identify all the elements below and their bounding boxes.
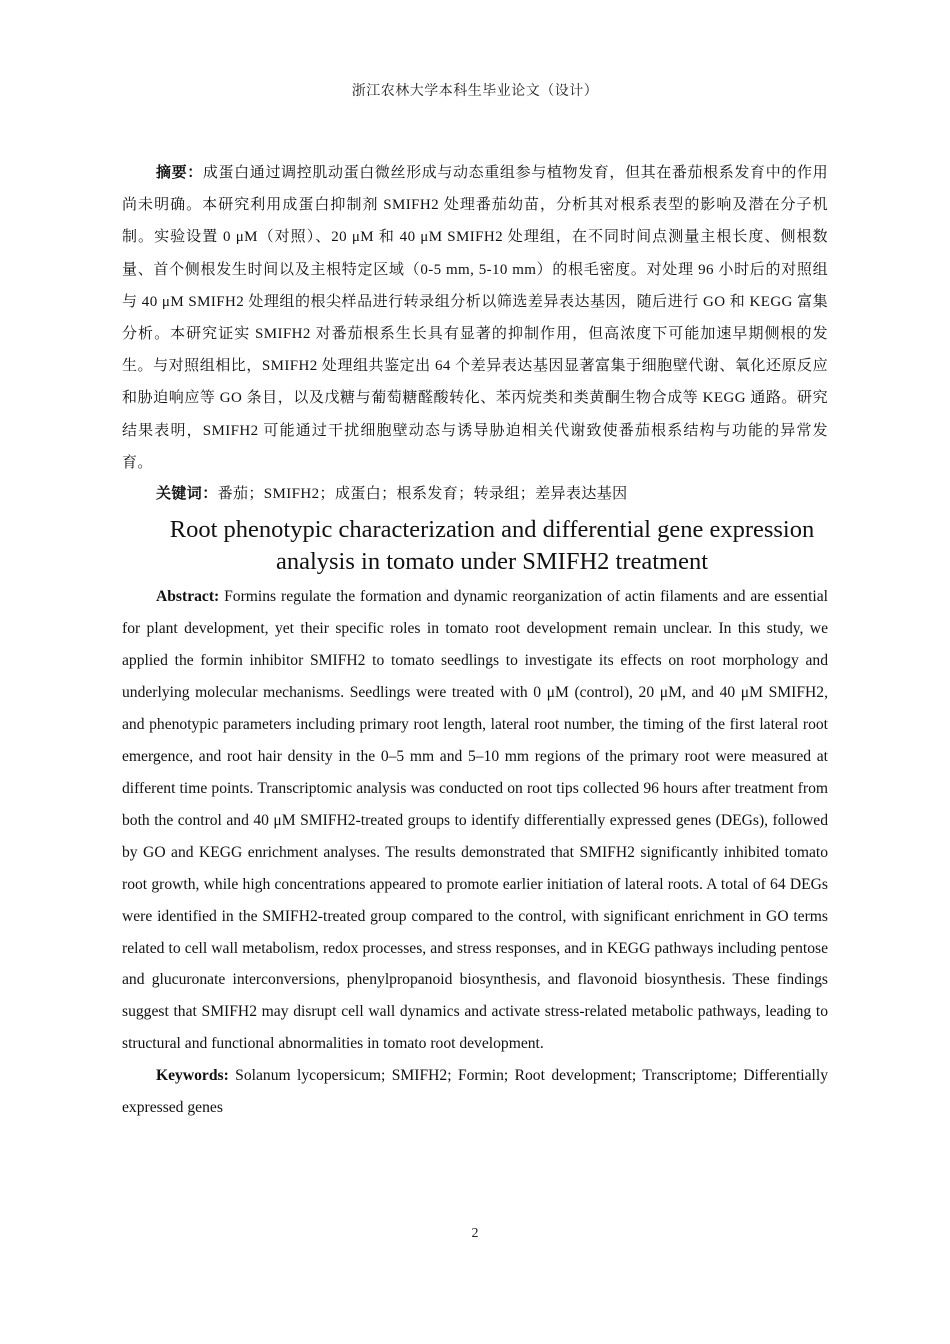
english-abstract: [122, 581, 828, 1060]
chinese-abstract-body: 成蛋白通过调控肌动蛋白微丝形成与动态重组参与植物发育，但其在番茄根系发育中的作用尚未明确。本研究利用成蛋白抑制剂 SMIFH2 处理番茄幼苗，分析其对根系表型的影响及潜在分子机制。实验设置 0 μM（对照）、20 μM 和 40 μM SMIFH2 处理组，在不同时间点测量主根长度、侧根数量、首个侧根发生时间以及主根特定区域（0-5 mm, 5-10 mm）的根毛密度。对处理 96 小时后的对照组与 40 μM SMIFH2 处理组的根尖样品进行转录组分析以筛选差异表达基因，随后进行 GO 和 KEGG 富集分析。本研究证实 SMIFH2 对番茄根系生长具有显著的抑制作用，但高浓度下可能加速早期侧根的发生。与对照组相比，SMIFH2 处理组共鉴定出 64 个差异表达基因显著富集于细胞壁代谢、氧化还原反应和胁迫响应等 GO 条目，以及戊糖与葡萄糖醛酸转化、苯丙烷类和类黄酮生物合成等 KEGG 通路。研究结果表明，SMIFH2 可能通过干扰细胞壁动态与诱导胁迫相关代谢致使番茄根系结构与功能的异常发育。: [122, 165, 828, 471]
chinese-abstract-label: 摘要：: [156, 163, 203, 181]
english-title: Root phenotypic characterization and differential gene expression analysis in tomato under SMIFH2 treatment: [169, 516, 815, 576]
chinese-keywords-label: 关键词：: [156, 484, 218, 503]
chinese-keywords: [122, 479, 828, 508]
english-abstract-label: Abstract:: [156, 588, 220, 606]
abstract-page-body: [122, 156, 828, 1124]
running-header: 浙江农林大学本科生毕业论文（设计）: [351, 84, 599, 99]
english-keywords-body: Solanum lycopersicum; SMIFH2; Formin; Root development; Transcriptome; Differentially expressed genes: [122, 1067, 828, 1117]
chinese-abstract: [122, 156, 828, 479]
english-abstract-body: Formins regulate the formation and dynamic reorganization of actin filaments and are essential for plant development, yet their specific roles in tomato root development remain unclear. In this study, we applied the formin inhibitor SMIFH2 to tomato seedlings to investigate its effects on root morphology and underlying molecular mechanisms. Seedlings were treated with 0 μM (control), 20 μM, and 40 μM SMIFH2, and phenotypic parameters including primary root length, lateral root number, the timing of the first lateral root emergence, and root hair density in the 0–5 mm and 5–10 mm regions of the primary root were measured at different time points. Transcriptomic analysis was conducted on root tips collected 96 hours after treatment from both the control and 40 μM SMIFH2-treated groups to identify differentially expressed genes (DEGs), followed by GO and KEGG enrichment analyses. The results demonstrated that SMIFH2 significantly inhibited tomato root growth, while high concentrations appeared to promote earlier initiation of lateral roots. A total of 64 DEGs were identified in the SMIFH2-treated group compared to the control, with significant enrichment in GO terms related to cell wall metabolism, redox processes, and stress responses, and in KEGG pathways including pentose and glucuronate interconversions, phenylpropanoid biosynthesis, and flavonoid biosynthesis. These findings suggest that SMIFH2 may disrupt cell wall dynamics and activate stress-related metabolic pathways, leading to structural and functional abnormalities in tomato root development.: [122, 588, 828, 1053]
page-number: 2: [471, 1226, 479, 1241]
english-keywords-label: Keywords:: [156, 1067, 229, 1085]
chinese-keywords-body: 番茄；SMIFH2；成蛋白；根系发育；转录组；差异表达基因: [217, 486, 628, 503]
english-keywords: [122, 1060, 828, 1124]
